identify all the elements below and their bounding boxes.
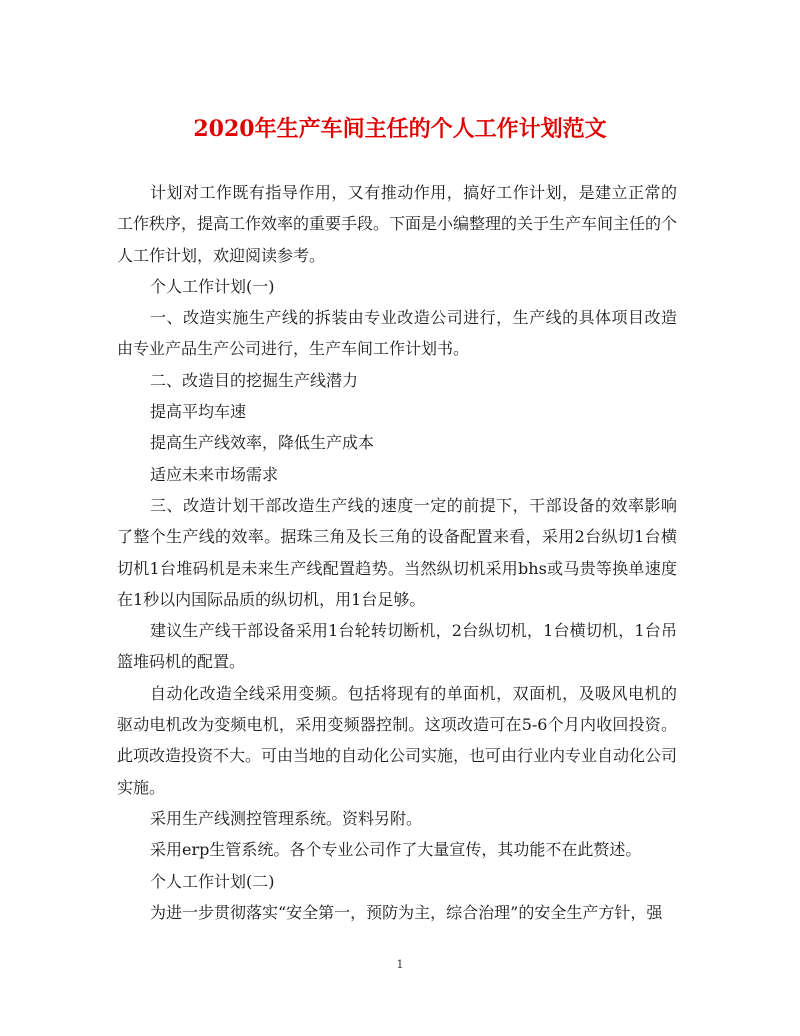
paragraph-section-heading-1: 个人工作计划(一) (150, 276, 275, 296)
paragraph-automation: 自动化改造全线采用变频。包括将现有的单面机，双面机，及吸风电机的驱动电机改为变频电机，采用变频器控制。这项改造可在5-6个月内收回投资。此项改造投资不大。可由当地的自动化公司实施，也可由行业内专业自动化公司实施。 (117, 683, 678, 797)
paragraph-goal-speed: 提高平均车速 (150, 402, 247, 422)
paragraph-goal-market: 适应未来市场需求 (150, 464, 279, 484)
document-title: 2020年生产车间主任的个人工作计划范文 (193, 116, 607, 142)
paragraph-intro: 计划对工作既有指导作用，又有推动作用，搞好工作计划，是建立正常的工作秩序，提高工作效率的重要手段。下面是小编整理的关于生产车间主任的个人工作计划，欢迎阅读参考。 (117, 183, 678, 265)
paragraph-section-heading-2: 个人工作计划(二) (150, 871, 275, 891)
paragraph-erp-system: 采用erp生管系统。各个专业公司作了大量宣传，其功能不在此赘述。 (150, 840, 642, 860)
paragraph-monitoring-system: 采用生产线测控管理系统。资料另附。 (150, 808, 423, 828)
paragraph-goal-efficiency: 提高生产线效率，降低生产成本 (150, 433, 375, 453)
paragraph-item-2: 二、改造目的挖掘生产线潜力 (150, 370, 359, 390)
paragraph-item-1: 一、改造实施生产线的拆装由专业改造公司进行，生产线的具体项目改造由专业产品生产公司进行，生产车间工作计划书。 (117, 308, 677, 359)
paragraph-safety-policy: 为进一步贯彻落实“安全第一，预防为主，综合治理”的安全生产方针，强 (150, 902, 663, 922)
page-number: 1 (396, 958, 404, 971)
document-body (117, 177, 677, 928)
paragraph-item-3: 三、改造计划干部改造生产线的速度一定的前提下，干部设备的效率影响了整个生产线的效率。据珠三角及长三角的设备配置来看，采用2台纵切1台横切机1台堆码机是未来生产线配置趋势。当然纵切机采用bhs或马贵等换单速度在1秒以内国际品质的纵切机，用1台足够。 (117, 495, 677, 609)
paragraph-equipment-suggestion: 建议生产线干部设备采用1台轮转切断机，2台纵切机，1台横切机，1台吊篮堆码机的配置。 (117, 621, 677, 672)
